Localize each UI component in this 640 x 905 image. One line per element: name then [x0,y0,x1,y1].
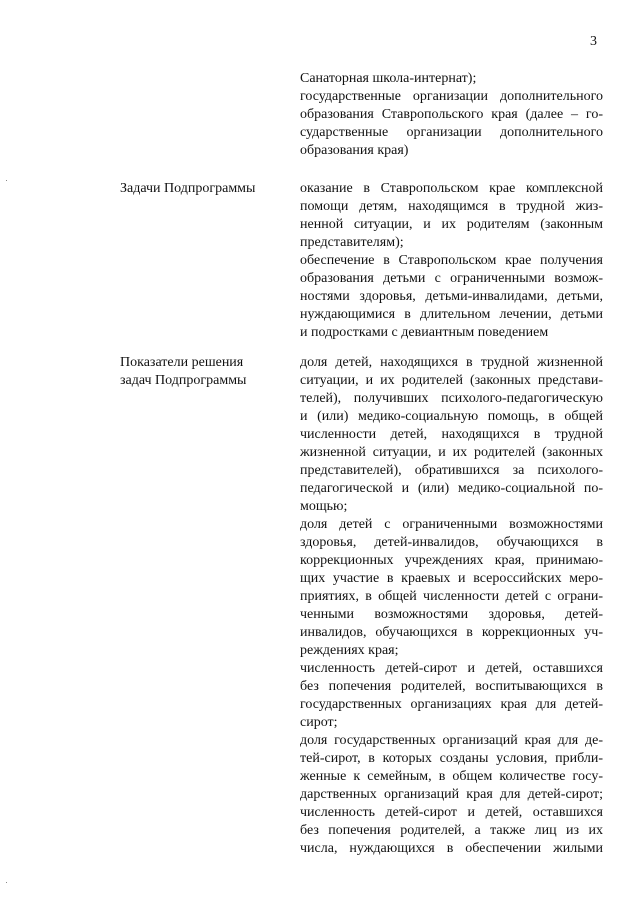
content-line: и (или) медико-социальную помощь, в общей [300,409,603,424]
section-label-line: Задачи Подпрограммы [120,181,256,196]
content-line: телей), получивших психолого-педагогическую [300,391,603,406]
page-number: 3 [590,34,597,49]
content-line: тей-сирот, в которых созданы условия, прибли- [300,751,603,766]
content-line: нуждающимися в длительном лечении, детьми [300,307,603,322]
content-line: мощью; [300,499,348,514]
content-line: государственные организации дополнительного [300,89,603,104]
section-content [300,354,603,858]
content-line: без попечения родителей, а также лиц из их [300,823,603,838]
content-line: и подростками с девиантным поведением [300,325,549,340]
content-line: численность детей-сирот и детей, оставшихся [300,805,603,820]
content-line: доля детей, находящихся в трудной жизненной [300,355,603,370]
content-line: здоровья, детей-инвалидов, обучающихся в [300,535,603,550]
content-line: без попечения родителей, воспитывающихся в [300,679,603,694]
content-line: женные к семейным, в общем количестве госу- [300,769,603,784]
content-line: реждениях края; [300,643,399,658]
content-line: щих участие в краевых и всероссийских меро- [300,571,603,586]
content-line: жизненной ситуации, и их родителей (законных [300,445,603,460]
content-line: ситуации, и их родителей (законных представи- [300,373,603,388]
content-line: дарственных организаций края для детей-сирот; [300,787,603,802]
content-line: коррекционных учреждениях края, принимаю- [300,553,603,568]
content-line: представителей), обратившихся за психолого- [300,463,603,478]
content-line: ченными возможностями здоровья, детей- [300,607,603,622]
content-line: Санаторная школа-интернат); [300,71,477,86]
content-line: сударственные организации дополнительного [300,125,603,140]
scan-speck [6,882,7,883]
content-line: представителям); [300,235,404,250]
section-label [120,180,280,198]
content-line: численности детей, находящихся в трудной [300,427,603,442]
content-line: доля детей с ограниченными возможностями [300,517,603,532]
content-line: педагогической и (или) медико-социальной по- [300,481,603,496]
section-label [120,354,280,390]
content-line: численность детей-сирот и детей, оставшихся [300,661,603,676]
content-line: оказание в Ставропольском крае комплексной [300,181,603,196]
content-line: образования Ставропольского края (далее – го- [300,107,603,122]
content-line: образования детьми с ограниченными возмож- [300,271,603,286]
content-line: ненной ситуации, и их родителям (законным [300,217,603,232]
content-line: ностями здоровья, детьми-инвалидами, детьми, [300,289,603,304]
content-line: инвалидов, обучающихся в коррекционных уч- [300,625,603,640]
section-content [300,180,603,342]
content-line: сирот; [300,715,338,730]
section-label-line: Показатели решения [120,355,244,370]
content-line: числа, нуждающихся в обеспечении жилыми [300,841,603,856]
section-content [300,70,603,160]
content-line: доля государственных организаций края для де- [300,733,603,748]
content-line: образования края) [300,143,409,158]
content-line: приятиях, в общей численности детей с ограни- [300,589,603,604]
content-line: помощи детям, находящимся в трудной жиз- [300,199,603,214]
content-line: обеспечение в Ставропольском крае получения [300,253,603,268]
section-label-line: задач Подпрограммы [120,373,247,388]
scan-speck [6,180,7,181]
content-line: государственных организациях края для детей- [300,697,603,712]
